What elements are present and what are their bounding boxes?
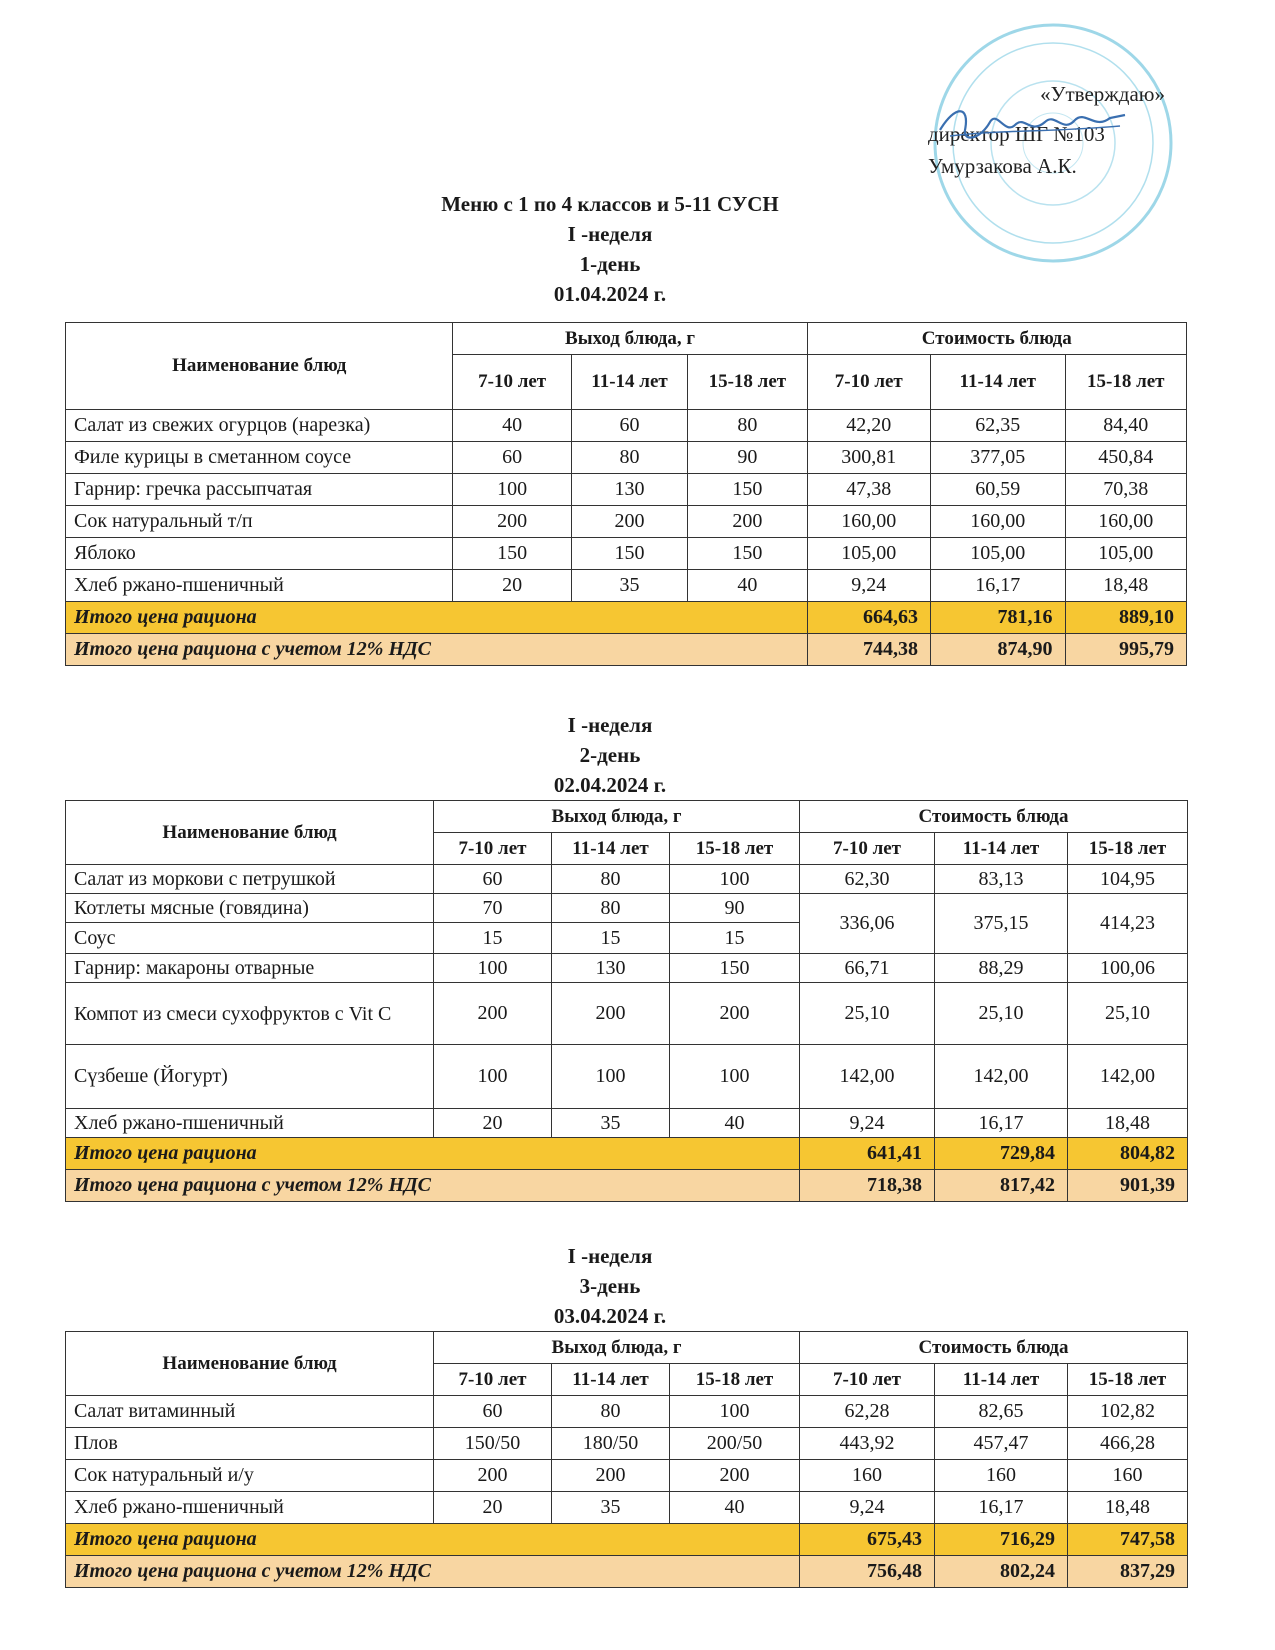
age-header: 11-14 лет xyxy=(935,1364,1068,1396)
output-cell: 100 xyxy=(670,1396,800,1428)
output-cell: 100 xyxy=(434,1045,552,1109)
cost-cell: 160,00 xyxy=(807,506,930,538)
age-header: 7-10 лет xyxy=(453,355,571,410)
cost-cell: 160 xyxy=(1068,1460,1188,1492)
output-cell: 20 xyxy=(434,1109,552,1138)
dish-name: Хлеб ржано-пшеничный xyxy=(66,1109,434,1138)
dish-name: Филе курицы в сметанном соусе xyxy=(66,442,453,474)
total-vat-value: 874,90 xyxy=(930,634,1065,666)
total-label: Итого цена рациона xyxy=(66,1138,800,1170)
total-vat-value: 718,38 xyxy=(800,1170,935,1202)
output-cell: 150 xyxy=(688,474,807,506)
output-cell: 80 xyxy=(571,442,687,474)
cost-cell: 18,48 xyxy=(1068,1109,1188,1138)
menu-title: Меню с 1 по 4 классов и 5-11 СУСН xyxy=(441,192,779,216)
cost-cell: 443,92 xyxy=(800,1428,935,1460)
output-cell: 100 xyxy=(670,1045,800,1109)
age-header: 11-14 лет xyxy=(552,833,670,865)
age-header: 11-14 лет xyxy=(571,355,687,410)
table-row xyxy=(66,538,1187,570)
dish-name: Котлеты мясные (говядина) xyxy=(66,894,434,923)
age-header: 7-10 лет xyxy=(807,355,930,410)
menu-table-day3 xyxy=(65,1331,1188,1588)
cost-cell: 25,10 xyxy=(800,983,935,1045)
table-row xyxy=(66,474,1187,506)
table-row xyxy=(66,1428,1188,1460)
output-cell: 150 xyxy=(453,538,571,570)
output-cell: 90 xyxy=(688,442,807,474)
cost-cell: 84,40 xyxy=(1065,410,1186,442)
output-cell: 100 xyxy=(552,1045,670,1109)
cost-cell: 25,10 xyxy=(935,983,1068,1045)
total-vat-value: 995,79 xyxy=(1065,634,1186,666)
total-row xyxy=(66,602,1187,634)
cost-cell: 16,17 xyxy=(935,1109,1068,1138)
cost-cell: 100,06 xyxy=(1068,954,1188,983)
dish-name: Хлеб ржано-пшеничный xyxy=(66,570,453,602)
cost-cell: 9,24 xyxy=(800,1492,935,1524)
cost-cell: 18,48 xyxy=(1068,1492,1188,1524)
col-header-output: Выход блюда, г xyxy=(453,323,807,355)
output-cell: 35 xyxy=(571,570,687,602)
output-cell: 60 xyxy=(434,1396,552,1428)
total-value: 716,29 xyxy=(935,1524,1068,1556)
cost-cell: 62,30 xyxy=(800,865,935,894)
output-cell: 200 xyxy=(434,1460,552,1492)
cost-cell: 142,00 xyxy=(1068,1045,1188,1109)
age-header: 15-18 лет xyxy=(670,833,800,865)
output-cell: 60 xyxy=(434,865,552,894)
output-cell: 35 xyxy=(552,1492,670,1524)
age-header: 11-14 лет xyxy=(930,355,1065,410)
menu-table-day2 xyxy=(65,800,1188,1202)
total-vat-row xyxy=(66,1556,1188,1588)
total-label: Итого цена рациона xyxy=(66,1524,800,1556)
total-value: 729,84 xyxy=(935,1138,1068,1170)
age-header: 7-10 лет xyxy=(434,1364,552,1396)
age-header: 7-10 лет xyxy=(800,1364,935,1396)
total-label: Итого цена рациона xyxy=(66,602,808,634)
output-cell: 40 xyxy=(453,410,571,442)
cost-cell: 9,24 xyxy=(800,1109,935,1138)
cost-cell: 60,59 xyxy=(930,474,1065,506)
output-cell: 20 xyxy=(434,1492,552,1524)
date-label: 01.04.2024 г. xyxy=(553,282,667,306)
age-header: 15-18 лет xyxy=(1068,833,1188,865)
director-signature xyxy=(935,100,1135,150)
output-cell: 100 xyxy=(453,474,571,506)
cost-cell: 105,00 xyxy=(930,538,1065,570)
output-cell: 70 xyxy=(434,894,552,923)
menu-heading-day3 xyxy=(0,1241,1220,1331)
table-row xyxy=(66,983,1188,1045)
output-cell: 200 xyxy=(670,983,800,1045)
cost-cell: 16,17 xyxy=(930,570,1065,602)
dish-name: Компот из смеси сухофруктов с Vit C xyxy=(66,983,434,1045)
cost-cell: 104,95 xyxy=(1068,865,1188,894)
age-header: 11-14 лет xyxy=(935,833,1068,865)
cost-cell: 62,35 xyxy=(930,410,1065,442)
col-header-cost: Стоимость блюда xyxy=(800,1332,1188,1364)
table-row xyxy=(66,954,1188,983)
total-value: 781,16 xyxy=(930,602,1065,634)
date-label: 03.04.2024 г. xyxy=(553,1304,667,1328)
output-cell: 150/50 xyxy=(434,1428,552,1460)
output-cell: 15 xyxy=(552,923,670,954)
week-label: I -неделя xyxy=(567,222,653,246)
total-vat-row xyxy=(66,634,1187,666)
date-label: 02.04.2024 г. xyxy=(553,773,667,797)
output-cell: 130 xyxy=(552,954,670,983)
output-cell: 40 xyxy=(670,1492,800,1524)
cost-cell: 102,82 xyxy=(1068,1396,1188,1428)
cost-cell: 377,05 xyxy=(930,442,1065,474)
output-cell: 80 xyxy=(688,410,807,442)
output-cell: 200 xyxy=(453,506,571,538)
output-cell: 35 xyxy=(552,1109,670,1138)
output-cell: 100 xyxy=(434,954,552,983)
total-vat-row xyxy=(66,1170,1188,1202)
output-cell: 200 xyxy=(552,1460,670,1492)
day-label: 2-день xyxy=(579,743,641,767)
output-cell: 40 xyxy=(688,570,807,602)
output-cell: 150 xyxy=(688,538,807,570)
cost-cell: 62,28 xyxy=(800,1396,935,1428)
cost-cell: 42,20 xyxy=(807,410,930,442)
dish-name: Салат из моркови с петрушкой xyxy=(66,865,434,894)
cost-cell: 336,06 xyxy=(800,894,935,954)
output-cell: 200 xyxy=(688,506,807,538)
table-row xyxy=(66,506,1187,538)
output-cell: 200 xyxy=(670,1460,800,1492)
age-header: 15-18 лет xyxy=(670,1364,800,1396)
dish-name: Плов xyxy=(66,1428,434,1460)
day-label: 3-день xyxy=(579,1274,641,1298)
total-vat-value: 756,48 xyxy=(800,1556,935,1588)
cost-cell: 88,29 xyxy=(935,954,1068,983)
output-cell: 150 xyxy=(571,538,687,570)
output-cell: 100 xyxy=(670,865,800,894)
total-vat-value: 744,38 xyxy=(807,634,930,666)
week-label: I -неделя xyxy=(567,713,653,737)
output-cell: 150 xyxy=(670,954,800,983)
total-vat-label: Итого цена рациона с учетом 12% НДС xyxy=(66,1556,800,1588)
dish-name: Соус xyxy=(66,923,434,954)
total-value: 664,63 xyxy=(807,602,930,634)
output-cell: 200 xyxy=(571,506,687,538)
table-row xyxy=(66,570,1187,602)
output-cell: 80 xyxy=(552,865,670,894)
col-header-output: Выход блюда, г xyxy=(434,801,800,833)
day-label: 1-день xyxy=(579,252,641,276)
cost-cell: 375,15 xyxy=(935,894,1068,954)
total-value: 889,10 xyxy=(1065,602,1186,634)
output-cell: 15 xyxy=(434,923,552,954)
table-row xyxy=(66,865,1188,894)
table-row xyxy=(66,410,1187,442)
age-header: 7-10 лет xyxy=(800,833,935,865)
col-header-name: Наименование блюд xyxy=(66,1332,434,1396)
cost-cell: 70,38 xyxy=(1065,474,1186,506)
cost-cell: 83,13 xyxy=(935,865,1068,894)
table-row xyxy=(66,1492,1188,1524)
dish-name: Сок натуральный т/п xyxy=(66,506,453,538)
dish-name: Гарнир: гречка рассыпчатая xyxy=(66,474,453,506)
total-vat-value: 802,24 xyxy=(935,1556,1068,1588)
cost-cell: 142,00 xyxy=(935,1045,1068,1109)
col-header-name: Наименование блюд xyxy=(66,801,434,865)
dish-name: Салат из свежих огурцов (нарезка) xyxy=(66,410,453,442)
output-cell: 60 xyxy=(571,410,687,442)
cost-cell: 457,47 xyxy=(935,1428,1068,1460)
age-header: 15-18 лет xyxy=(688,355,807,410)
output-cell: 200 xyxy=(434,983,552,1045)
total-value: 641,41 xyxy=(800,1138,935,1170)
output-cell: 80 xyxy=(552,894,670,923)
approval-name: Умурзакова А.К. xyxy=(928,154,1077,178)
col-header-cost: Стоимость блюда xyxy=(807,323,1186,355)
cost-cell: 160,00 xyxy=(1065,506,1186,538)
total-value: 747,58 xyxy=(1068,1524,1188,1556)
age-header: 15-18 лет xyxy=(1065,355,1186,410)
approval-title: «Утверждаю» xyxy=(1040,82,1165,106)
table-row xyxy=(66,894,1188,923)
output-cell: 40 xyxy=(670,1109,800,1138)
dish-name: Салат витаминный xyxy=(66,1396,434,1428)
total-vat-label: Итого цена рациона с учетом 12% НДС xyxy=(66,1170,800,1202)
dish-name: Сүзбеше (Йогурт) xyxy=(66,1045,434,1109)
output-cell: 180/50 xyxy=(552,1428,670,1460)
output-cell: 15 xyxy=(670,923,800,954)
cost-cell: 160 xyxy=(800,1460,935,1492)
cost-cell: 450,84 xyxy=(1065,442,1186,474)
cost-cell: 82,65 xyxy=(935,1396,1068,1428)
cost-cell: 414,23 xyxy=(1068,894,1188,954)
col-header-output: Выход блюда, г xyxy=(434,1332,800,1364)
cost-cell: 160 xyxy=(935,1460,1068,1492)
cost-cell: 300,81 xyxy=(807,442,930,474)
age-header: 15-18 лет xyxy=(1068,1364,1188,1396)
menu-heading-day2 xyxy=(0,710,1220,800)
menu-heading-day1 xyxy=(0,189,1220,309)
total-value: 804,82 xyxy=(1068,1138,1188,1170)
output-cell: 200 xyxy=(552,983,670,1045)
output-cell: 80 xyxy=(552,1396,670,1428)
total-vat-value: 901,39 xyxy=(1068,1170,1188,1202)
dish-name: Яблоко xyxy=(66,538,453,570)
table-row xyxy=(66,1396,1188,1428)
cost-cell: 142,00 xyxy=(800,1045,935,1109)
cost-cell: 9,24 xyxy=(807,570,930,602)
table-row xyxy=(66,442,1187,474)
total-value: 675,43 xyxy=(800,1524,935,1556)
cost-cell: 105,00 xyxy=(1065,538,1186,570)
output-cell: 90 xyxy=(670,894,800,923)
table-row xyxy=(66,1045,1188,1109)
total-vat-value: 837,29 xyxy=(1068,1556,1188,1588)
cost-cell: 25,10 xyxy=(1068,983,1188,1045)
menu-table-day1 xyxy=(65,322,1187,666)
week-label: I -неделя xyxy=(567,1244,653,1268)
cost-cell: 160,00 xyxy=(930,506,1065,538)
dish-name: Хлеб ржано-пшеничный xyxy=(66,1492,434,1524)
dish-name: Гарнир: макароны отварные xyxy=(66,954,434,983)
output-cell: 130 xyxy=(571,474,687,506)
table-row xyxy=(66,1460,1188,1492)
cost-cell: 105,00 xyxy=(807,538,930,570)
total-vat-value: 817,42 xyxy=(935,1170,1068,1202)
table-row xyxy=(66,1109,1188,1138)
total-vat-label: Итого цена рациона с учетом 12% НДС xyxy=(66,634,808,666)
age-header: 7-10 лет xyxy=(434,833,552,865)
cost-cell: 18,48 xyxy=(1065,570,1186,602)
cost-cell: 466,28 xyxy=(1068,1428,1188,1460)
total-row xyxy=(66,1138,1188,1170)
col-header-name: Наименование блюд xyxy=(66,323,453,410)
cost-cell: 47,38 xyxy=(807,474,930,506)
age-header: 11-14 лет xyxy=(552,1364,670,1396)
cost-cell: 66,71 xyxy=(800,954,935,983)
output-cell: 200/50 xyxy=(670,1428,800,1460)
dish-name: Сок натуральный и/у xyxy=(66,1460,434,1492)
cost-cell: 16,17 xyxy=(935,1492,1068,1524)
total-row xyxy=(66,1524,1188,1556)
approval-position: директор ШГ №103 xyxy=(928,122,1105,146)
col-header-cost: Стоимость блюда xyxy=(800,801,1188,833)
output-cell: 60 xyxy=(453,442,571,474)
output-cell: 20 xyxy=(453,570,571,602)
